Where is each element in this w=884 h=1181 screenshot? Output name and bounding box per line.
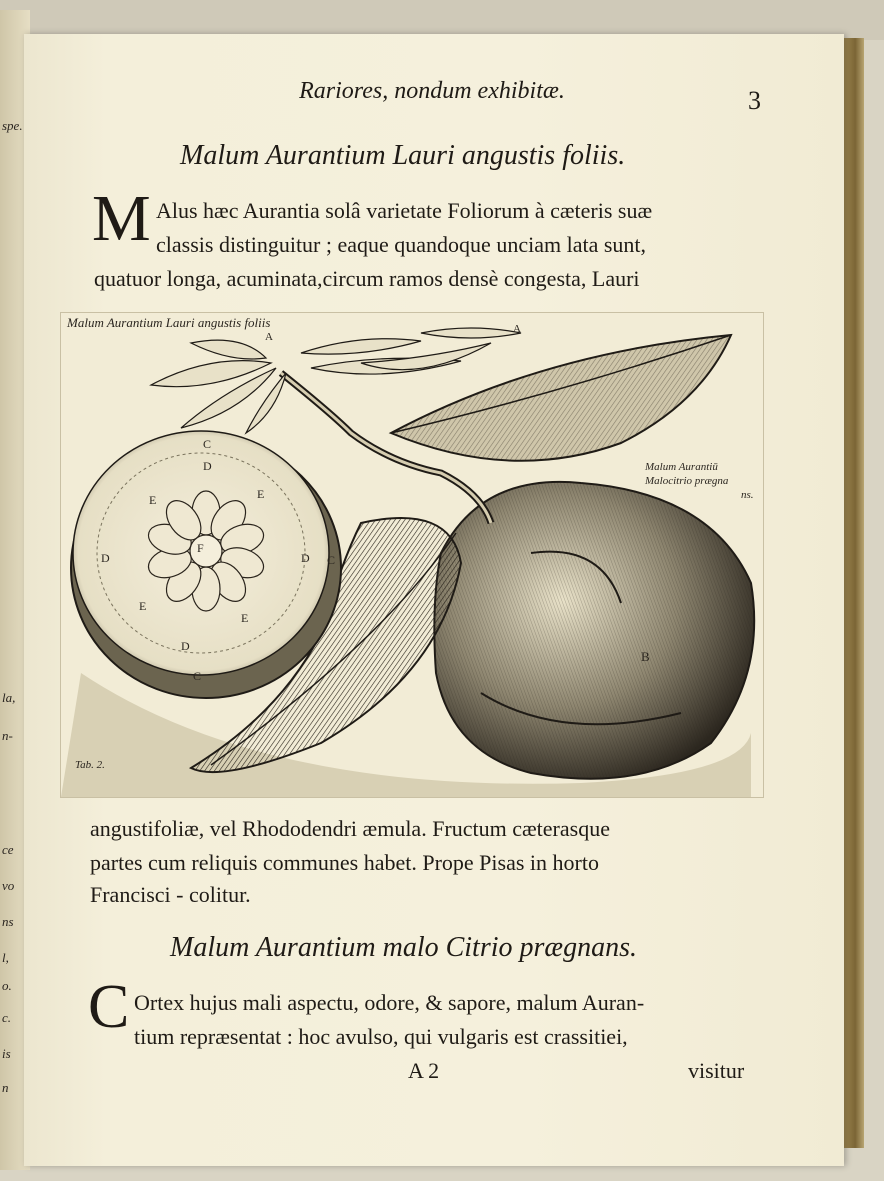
plate-caption-right: ns. — [741, 489, 754, 501]
page-number: 3 — [748, 86, 761, 115]
plate-caption-right: Malocitrio prægna — [645, 475, 729, 487]
facing-page-text: spe. — [2, 118, 23, 133]
body-line: Francisci - colitur. — [90, 882, 251, 907]
body-line: Alus hæc Aurantia solâ varietate Foliorum à cæteris suæ — [156, 198, 653, 223]
section-title: Malum Aurantium Lauri angustis foliis. — [180, 140, 626, 171]
plate-caption: Malum Aurantium Lauri angustis foliis — [67, 315, 271, 330]
plate-letter: E — [139, 599, 147, 613]
book-cover-edge — [842, 38, 864, 1148]
plate-letter: D — [181, 639, 190, 653]
drop-cap: M — [92, 182, 151, 255]
body-line: quatuor longa, acuminata,circum ramos densè congesta, Lauri — [94, 266, 640, 291]
facing-page-text: la, — [2, 690, 16, 705]
facing-page-text: o. — [2, 978, 12, 993]
plate-letter: B — [641, 649, 650, 664]
plate-letter: C — [193, 669, 202, 683]
facing-page-text: ns — [2, 914, 14, 929]
engraving-plate — [60, 312, 764, 798]
catchword: visitur — [688, 1058, 745, 1083]
facing-page-text: n — [2, 1080, 9, 1095]
facing-page-text: ce — [2, 842, 14, 857]
plate-letter: E — [149, 493, 157, 507]
plate-letter: D — [203, 459, 212, 473]
body-line: Ortex hujus mali aspectu, odore, & sapore, malum Auran- — [134, 990, 645, 1015]
body-line: partes cum reliquis communes habet. Prope Pisas in horto — [90, 850, 599, 875]
plate-letter: C — [327, 553, 336, 567]
facing-page-text: l, — [2, 950, 9, 965]
plate-letter: F — [197, 541, 204, 555]
plate-letter: A — [513, 323, 521, 335]
body-line: tium repræsentat : hoc avulso, qui vulgaris est crassitiei, — [134, 1024, 628, 1049]
body-line: classis distinguitur ; eaque quandoque unciam lata sunt, — [156, 232, 647, 257]
plate-letter: E — [257, 487, 265, 501]
facing-page-text: n- — [2, 728, 13, 743]
plate-letter: E — [241, 611, 249, 625]
running-title: Rariores, nondum exhibitæ. — [299, 78, 565, 104]
plate-caption-right: Malum Aurantiū — [645, 461, 718, 473]
plate-letter: D — [101, 551, 110, 565]
plate-number: Tab. 2. — [75, 759, 105, 771]
signature-mark: A 2 — [408, 1058, 440, 1083]
facing-page-text: vo — [2, 878, 15, 893]
drop-cap: C — [88, 973, 130, 1041]
plate-letter: D — [301, 551, 310, 565]
plate-letter: A — [265, 331, 273, 343]
engraving-illustration — [61, 313, 763, 797]
facing-page-text: c. — [2, 1010, 12, 1025]
facing-page-text: is — [2, 1046, 11, 1061]
section-title: Malum Aurantium malo Citrio prægnans. — [170, 932, 637, 963]
plate-letter: C — [203, 437, 212, 451]
body-line: angustifoliæ, vel Rhododendri æmula. Fructum cæterasque — [90, 816, 610, 841]
